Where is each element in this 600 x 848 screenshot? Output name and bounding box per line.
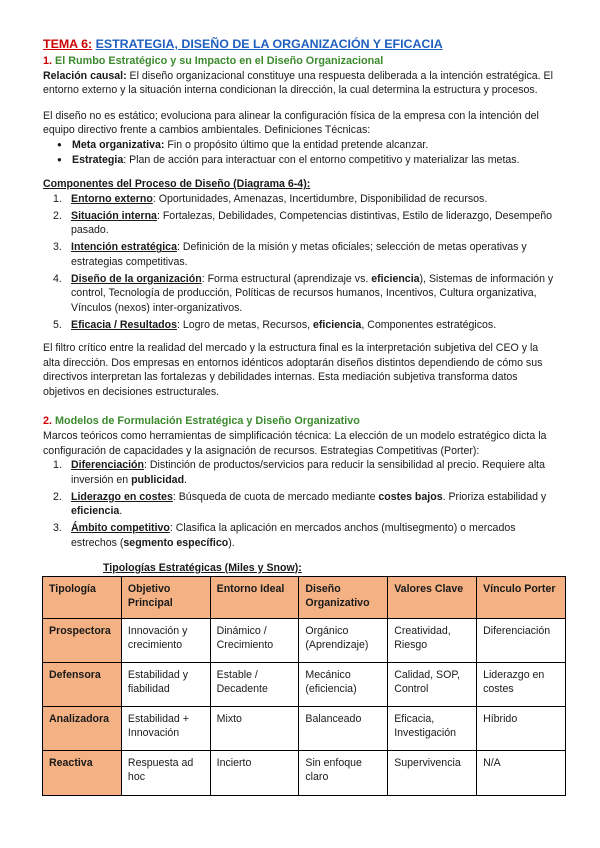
table-row	[43, 663, 566, 707]
strategy-text: : Búsqueda de cuota de mercado mediante	[172, 490, 379, 503]
strategy-text: .	[119, 505, 123, 518]
table-cell: Creatividad, Riesgo	[388, 619, 477, 663]
table-cell: Analizadora	[43, 707, 122, 751]
strategy-term: Liderazgo en costes	[71, 490, 173, 503]
list-index: 1.	[53, 459, 62, 472]
definitions-list	[43, 138, 557, 167]
component-term: Intención estratégica	[71, 241, 177, 254]
list-index: 4.	[53, 272, 62, 285]
strategy-bold: eficiencia	[71, 505, 120, 518]
typology-table	[42, 576, 566, 796]
table-cell: Híbrido	[477, 707, 566, 751]
strategy-term: Diferenciación	[71, 459, 145, 472]
component-text: : Logro de metas, Recursos,	[176, 319, 314, 332]
definition-text: : Plan de acción para interactuar con el entorno competitivo y materializar las metas.	[123, 153, 520, 166]
definition-term: Estrategia	[72, 153, 124, 166]
table-header-cell: Diseño Organizativo	[299, 577, 388, 619]
title-text: ESTRATEGIA, DISEÑO DE LA ORGANIZACIÓN Y EFICACIA	[95, 37, 443, 51]
table-cell: Orgánico (Aprendizaje)	[299, 619, 388, 663]
strategy-text: . Prioriza estabilidad y	[442, 490, 547, 503]
list-item	[53, 209, 557, 238]
table-header-cell: Vínculo Porter	[477, 577, 566, 619]
component-term: Eficacia / Resultados	[71, 319, 177, 332]
list-index: 3.	[53, 241, 62, 254]
causal-relation-label: Relación causal:	[43, 69, 127, 82]
component-term: Diseño de la organización	[71, 272, 202, 285]
table-cell: N/A	[477, 751, 566, 796]
table-cell: Sin enfoque claro	[299, 751, 388, 796]
table-header-cell: Entorno Ideal	[210, 577, 299, 619]
list-item	[53, 240, 557, 269]
components-list	[43, 192, 557, 333]
document-title	[43, 36, 557, 52]
table-cell: Reactiva	[43, 751, 122, 796]
list-index: 2.	[53, 209, 62, 222]
definition-text: Fin o propósito último que la entidad pretende alcanzar.	[164, 138, 429, 151]
list-index: 1.	[53, 192, 62, 205]
component-text: : Fortalezas, Debilidades, Competencias distintivas, Estilo de liderazgo, Desempeño pasado.	[71, 209, 553, 237]
table-row	[43, 707, 566, 751]
section-2-number: 2.	[43, 415, 53, 428]
section-2-heading-text: Modelos de Formulación Estratégica y Diseño Organizativo	[55, 415, 360, 428]
causal-relation-text: El diseño organizacional constituye una respuesta deliberada a la intención estratégica. El entorno externo y la situación interna condicionan la dirección, la cual determina la estructura y procesos.	[43, 69, 553, 97]
list-item	[53, 521, 557, 550]
strategy-text: ).	[228, 536, 235, 549]
table-header-row	[43, 577, 566, 619]
table-cell: Diferenciación	[477, 619, 566, 663]
component-term: Entorno externo	[71, 192, 153, 205]
typology-table-title: Tipologías Estratégicas (Miles y Snow):	[103, 561, 302, 574]
strategy-bold: publicidad	[131, 473, 185, 486]
table-cell: Dinámico / Crecimiento	[210, 619, 299, 663]
component-text: , Componentes estratégicos.	[361, 319, 497, 332]
table-cell: Estabilidad y fiabilidad	[121, 663, 210, 707]
components-heading: Componentes del Proceso de Diseño (Diagrama 6-4):	[43, 178, 311, 191]
critical-filter-paragraph: El filtro crítico entre la realidad del mercado y la estructura final es la interpretación subjetiva del CEO y la alta dirección. Dos empresas en entornos idénticos adoptarán diseños distintos dependiendo de cómo sus directivos interpretan las fortalezas y debilidades internas. Esta mediación subjetiva transforma datos objetivos en decisiones estructurales.	[43, 342, 543, 398]
list-item	[53, 458, 557, 487]
strategy-text: : Distinción de productos/servicios para reducir la sensibilidad al precio. Requiere alta inversión en	[71, 459, 546, 486]
section-1-heading	[43, 54, 557, 69]
table-cell: Mecánico (eficiencia)	[299, 663, 388, 707]
table-cell: Incierto	[210, 751, 299, 796]
component-bold: eficiencia	[313, 319, 362, 332]
strategy-bold: segmento específico	[123, 536, 229, 549]
list-item	[53, 318, 557, 333]
table-cell: Defensora	[43, 663, 122, 707]
section-2-heading	[43, 414, 557, 429]
section-1-number: 1.	[43, 55, 53, 67]
list-item	[57, 153, 557, 168]
table-header-cell: Valores Clave	[388, 577, 477, 619]
component-text: ), Sistemas de información y control, Tecnología de producción, Políticas de recursos humanos, Incentivos, Cultura organizativa, Vínculos (nexos) inter-organizativos.	[71, 272, 554, 315]
table-header-cell: Tipología	[43, 577, 122, 619]
table-header-cell: Objetivo Principal	[121, 577, 210, 619]
table-cell: Supervivencia	[388, 751, 477, 796]
table-cell: Estable / Decadente	[210, 663, 299, 707]
title-number: TEMA 6:	[43, 37, 93, 51]
definition-term: Meta organizativa:	[72, 138, 165, 151]
list-item	[53, 490, 557, 519]
table-cell: Balanceado	[299, 707, 388, 751]
porter-strategies-list	[43, 458, 557, 550]
table-cell: Prospectora	[43, 619, 122, 663]
table-cell: Calidad, SOP, Control	[388, 663, 477, 707]
causal-relation-paragraph	[43, 69, 557, 98]
list-item	[53, 272, 557, 316]
component-text: : Definición de la misión y metas oficiales; selección de metas operativas y estrategias competitivas.	[71, 241, 527, 268]
table-row	[43, 751, 566, 796]
table-cell: Eficacia, Investigación	[388, 707, 477, 751]
list-index: 2.	[53, 490, 62, 503]
models-intro-paragraph: Marcos teóricos como herramientas de simplificación técnica: La elección de un modelo estratégico dicta la configuración de capacidades y la asignación de recursos. Estrategias Competitivas (Porter):	[43, 430, 547, 457]
strategy-text: .	[184, 473, 187, 486]
list-item	[57, 138, 557, 153]
component-text: : Oportunidades, Amenazas, Incertidumbre, Disponibilidad de recursos.	[152, 192, 488, 205]
table-cell: Mixto	[210, 707, 299, 751]
list-index: 5.	[53, 319, 62, 332]
table-cell: Innovación y crecimiento	[121, 619, 210, 663]
table-row	[43, 619, 566, 663]
strategy-text: : Clasifica la aplicación en mercados anchos (multisegmento) o mercados estrechos (	[71, 522, 516, 549]
table-cell: Respuesta ad hoc	[121, 751, 210, 796]
component-term: Situación interna	[71, 209, 157, 222]
list-index: 3.	[53, 522, 62, 535]
component-bold: eficiencia	[371, 272, 420, 285]
table-cell: Liderazgo en costes	[477, 663, 566, 707]
strategy-term: Ámbito competitivo	[71, 522, 170, 535]
design-dynamic-paragraph: El diseño no es estático; evoluciona para alinear la configuración física de la empresa con la intención del equipo directivo frente a cambios ambientales. Definiciones Técnicas:	[43, 109, 539, 137]
strategy-bold: costes bajos	[378, 490, 443, 503]
component-text: : Forma estructural (aprendizaje vs.	[201, 272, 372, 285]
table-cell: Estabilidad + Innovación	[121, 707, 210, 751]
list-item	[53, 192, 557, 207]
section-1-heading-text: El Rumbo Estratégico y su Impacto en el Diseño Organizacional	[55, 55, 384, 67]
